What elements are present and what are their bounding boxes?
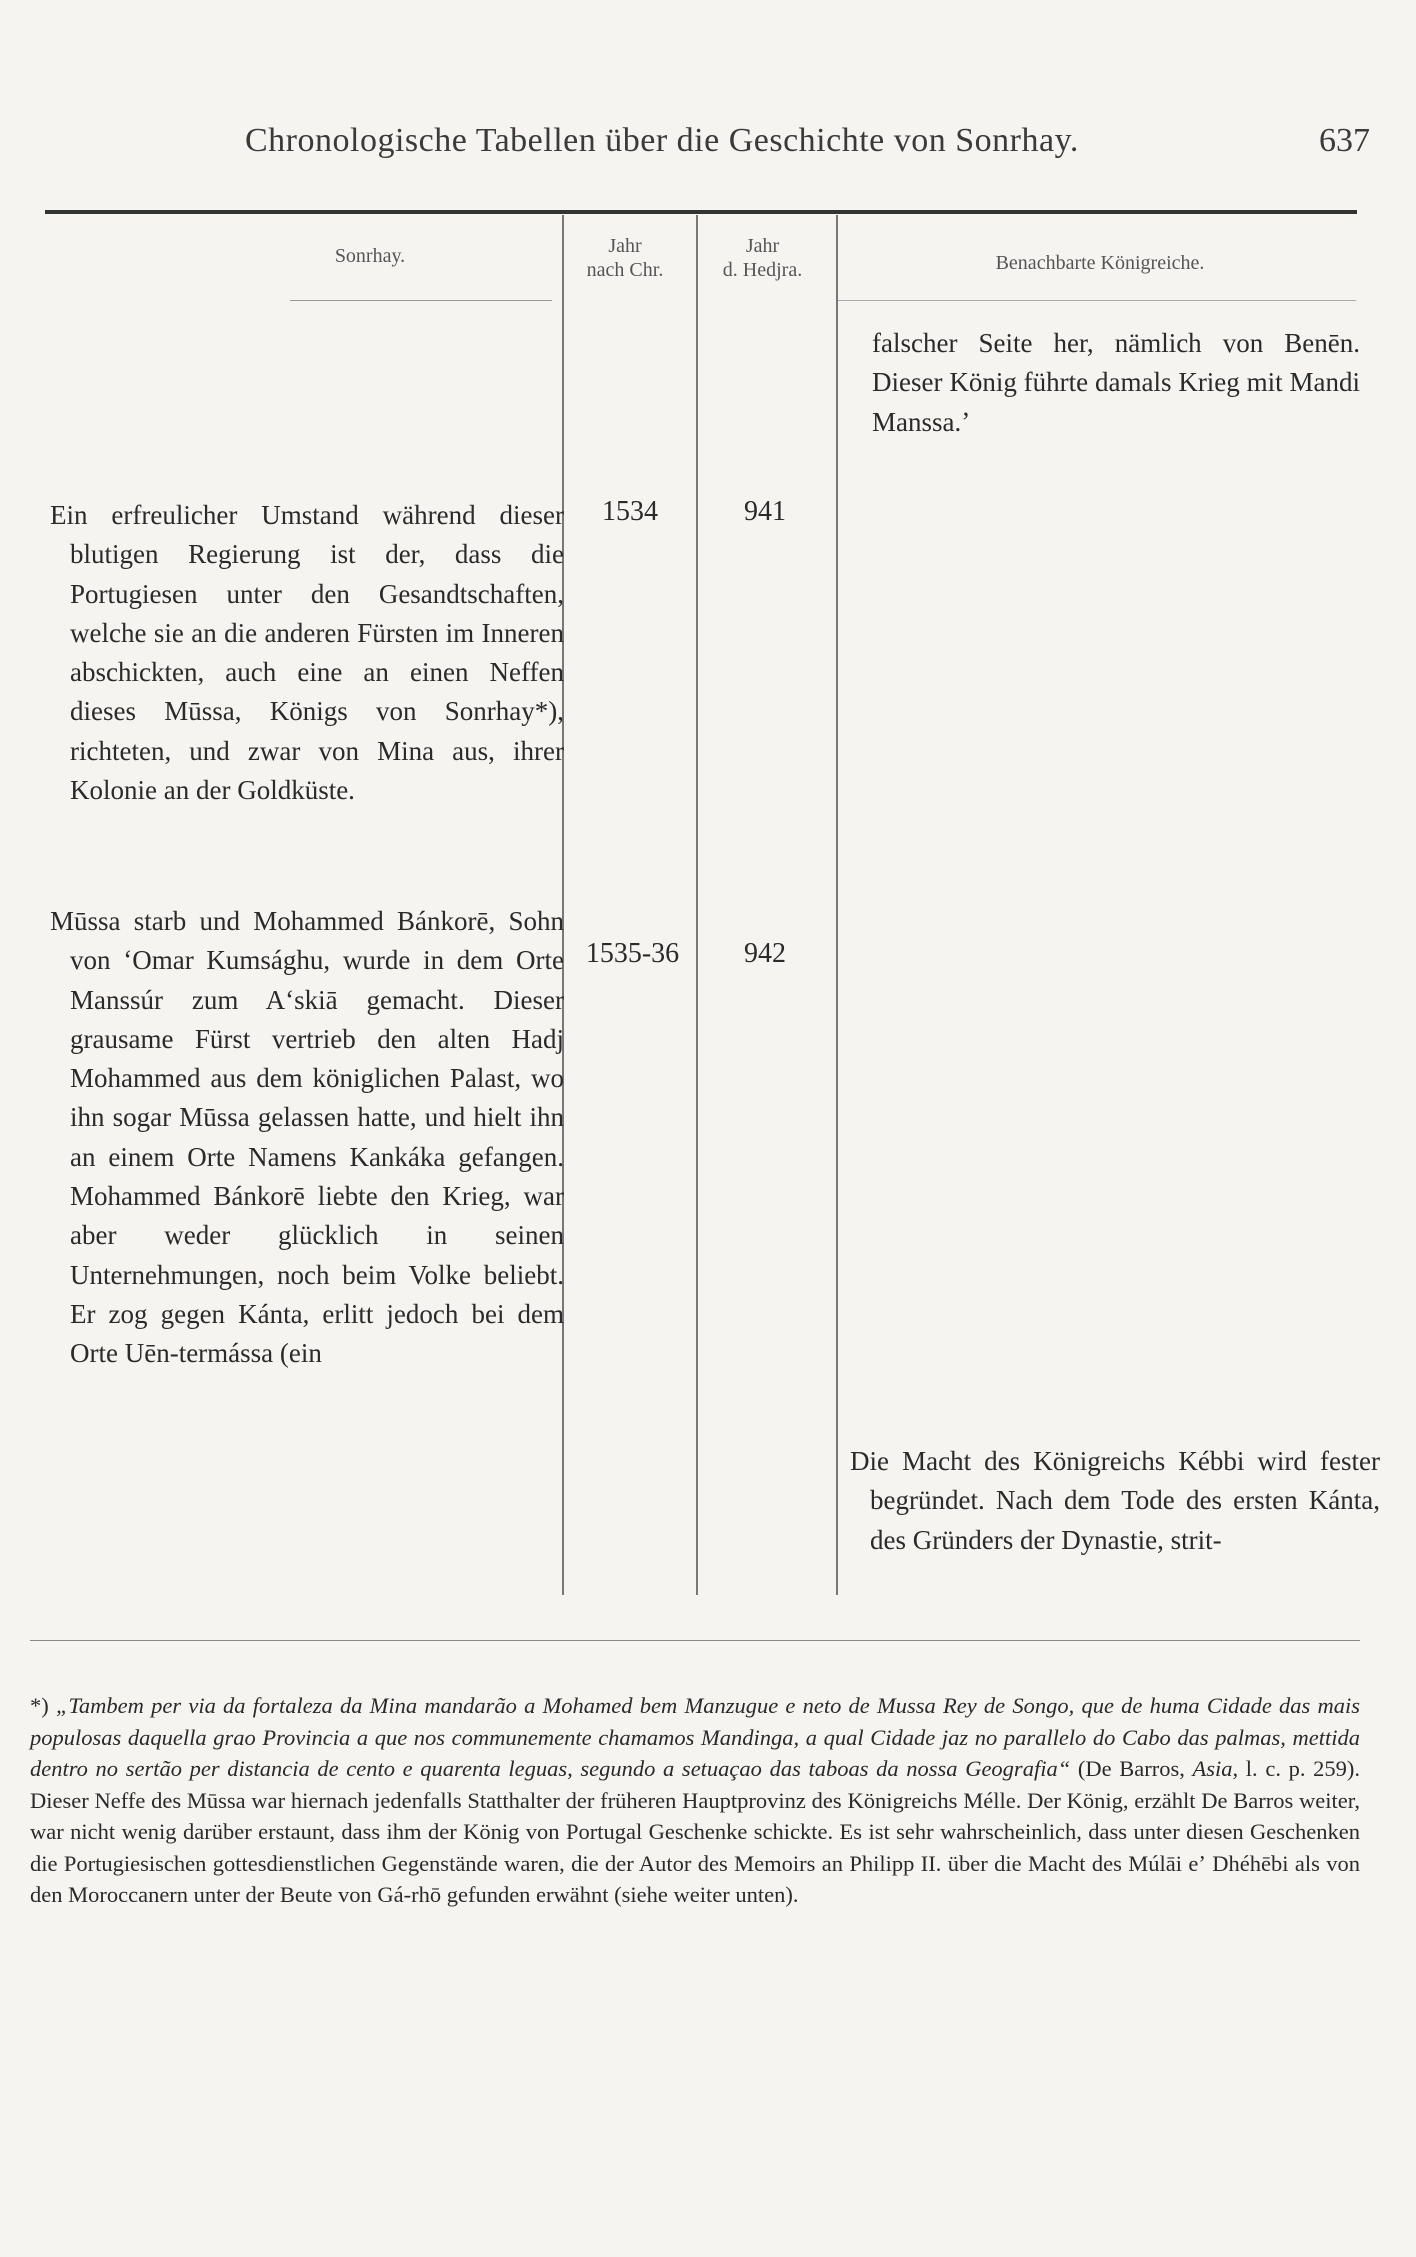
year-hijra: 941 — [744, 496, 786, 527]
neighbor-entry: Die Macht des Königreichs Kébbi wird fester begründet. Nach dem Tode des ersten Kánta, des Gründers der Dynastie, strit- — [850, 1446, 1380, 1555]
column-header-year-hijra — [695, 234, 830, 282]
column-header-year-ad-line2: nach Chr. — [586, 259, 664, 281]
column-header-rule-right — [836, 300, 1356, 301]
footnote-source: (De Barros, — [1070, 1756, 1193, 1781]
column-header-year-hijra-line2: d. Hedjra. — [722, 259, 803, 281]
footnote-marker: *) — [30, 1693, 49, 1718]
column-divider — [696, 215, 698, 1595]
page-number: 637 — [1319, 122, 1370, 159]
footnote-text: , l. c. p. 259). Dieser Neffe des Mūssa war hiernach jedenfalls Statthalter der früheren Hauptprovinz des Königreichs Mélle. Der König, erzählt De Barros weiter, war nicht wenig darüber erstaunt, dass ihm der König von Portugal Geschenke schickte. Es ist sehr wahrscheinlich, dass unter diesen Geschenken die Portugiesischen gottesdienstlichen Gegenstände waren, die der Autor des Memoirs an Philipp II. über die Macht des Múlāi eʼ Dhéhēbi als von den Moroccanern unter der Beute von Gá-rhō gefunden erwähnt (siehe weiter unten). — [30, 1756, 1360, 1907]
year-ad: 1534 — [602, 496, 658, 527]
column-header-rule — [290, 300, 552, 301]
column-header-year-hijra-line1: Jahr — [745, 235, 780, 257]
footnote-rule — [30, 1640, 1360, 1641]
footnote-source-title: Asia — [1192, 1756, 1233, 1781]
column-header-year-ad — [560, 234, 690, 282]
footnote-quote: „Tambem per via da fortaleza da Mina mandarão a Mohamed bem Manzugue e neto de Mussa Rey de Songo, que de huma Cidade das mais populosas daquella grao Provincia a que nos communemente chamamos Mandinga, a qual Cidade jaz no parallelo do Cabo das palmas, mettida dentro no sertão per distancia de cento e quarenta leguas, segundo a setuaçao das taboas da nossa Geografia“ — [30, 1693, 1360, 1781]
header-rule — [45, 210, 1357, 214]
column-divider — [836, 215, 838, 1595]
sonrhay-entry: Ein erfreulicher Umstand während dieser blutigen Regierung ist der, dass die Portugiesen unter den Gesandtschaften, welche sie an die anderen Fürsten im Inneren abschickten, auch eine an einen Neffen dieses Mūssa, Königs von Sonrhay*), richteten, und zwar von Mina aus, ihrer Kolonie an der Goldküste. — [50, 500, 564, 806]
footnote — [30, 1690, 1360, 1911]
column-header-neighbors: Benachbarte Königreiche. — [995, 252, 1205, 274]
year-hijra: 942 — [744, 938, 786, 969]
neighbor-entry: falscher Seite her, nämlich von Benēn. Dieser König führte damals Krieg mit Mandi Manssa.ʼ — [872, 328, 1360, 437]
running-title: Chronologische Tabellen über die Geschichte von Sonrhay. — [245, 122, 1079, 159]
sonrhay-entry: Mūssa starb und Mohammed Bánkorē, Sohn von ʻOmar Kumsághu, wurde in dem Orte Manssúr zum Aʻskiā gemacht. Dieser grausame Fürst vertrieb den alten Hadj Mohammed aus dem königlichen Palast, wo ihn sogar Mūssa gelassen hatte, und hielt ihn an einem Orte Namens Kankáka gefangen. Mohammed Bánkorē liebte den Krieg, war aber weder glücklich in seinen Unternehmungen, noch beim Volke beliebt. Er zog gegen Kánta, erlitt jedoch bei dem Orte Uēn-termássa (ein — [50, 906, 564, 1369]
column-header-year-ad-line1: Jahr — [608, 235, 642, 257]
running-header — [245, 122, 1370, 172]
year-ad: 1535-36 — [585, 938, 680, 969]
column-header-sonrhay: Sonrhay. — [334, 245, 406, 267]
